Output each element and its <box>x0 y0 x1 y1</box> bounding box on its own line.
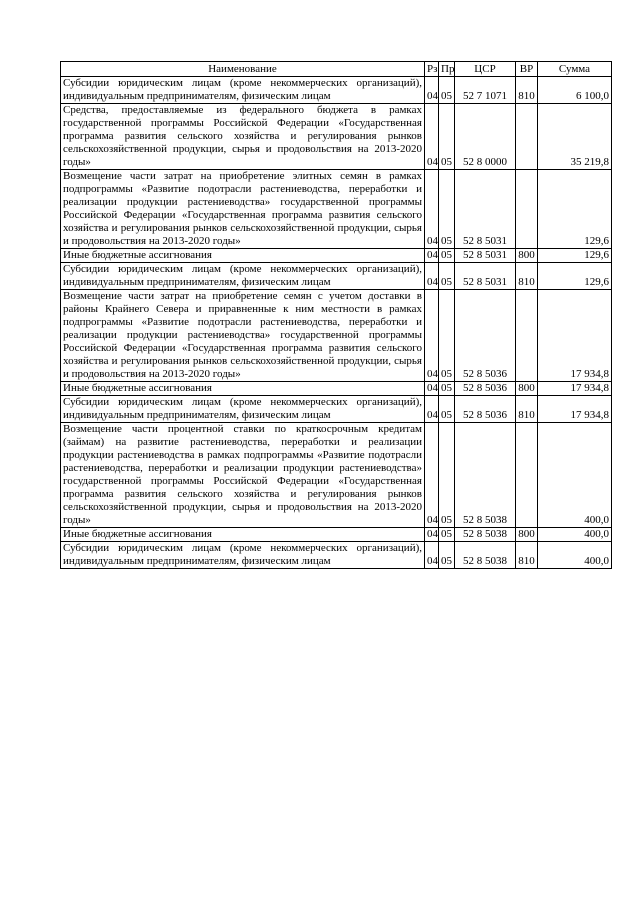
cell-sum: 400,0 <box>538 528 612 542</box>
header-vr: ВР <box>516 62 538 77</box>
header-rz: Рз <box>425 62 439 77</box>
cell-csr: 52 8 5031 <box>455 170 516 249</box>
cell-vr <box>516 423 538 528</box>
cell-rz: 04 <box>425 170 439 249</box>
cell-csr: 52 8 5031 <box>455 263 516 290</box>
cell-vr <box>516 170 538 249</box>
cell-vr <box>516 104 538 170</box>
cell-pr: 05 <box>439 77 455 104</box>
cell-vr <box>516 290 538 382</box>
cell-vr: 800 <box>516 249 538 263</box>
cell-vr: 800 <box>516 528 538 542</box>
cell-csr: 52 8 5036 <box>455 382 516 396</box>
table-row <box>61 396 612 423</box>
cell-name: Субсидии юридическим лицам (кроме некоммерческих организаций), индивидуальным предпринимателям, физическим лицам <box>61 542 425 569</box>
cell-csr: 52 8 5038 <box>455 528 516 542</box>
cell-rz: 04 <box>425 263 439 290</box>
cell-csr: 52 8 5038 <box>455 542 516 569</box>
cell-rz: 04 <box>425 77 439 104</box>
table-row <box>61 77 612 104</box>
cell-sum: 129,6 <box>538 170 612 249</box>
cell-csr: 52 8 0000 <box>455 104 516 170</box>
cell-rz: 04 <box>425 249 439 263</box>
table-header-row <box>61 62 612 77</box>
cell-sum: 17 934,8 <box>538 396 612 423</box>
cell-csr: 52 8 5036 <box>455 290 516 382</box>
cell-sum: 400,0 <box>538 542 612 569</box>
table-row <box>61 249 612 263</box>
cell-pr: 05 <box>439 542 455 569</box>
cell-rz: 04 <box>425 104 439 170</box>
table-body <box>61 77 612 569</box>
cell-rz: 04 <box>425 382 439 396</box>
cell-rz: 04 <box>425 542 439 569</box>
header-name: Наименование <box>61 62 425 77</box>
cell-pr: 05 <box>439 170 455 249</box>
cell-pr: 05 <box>439 528 455 542</box>
cell-csr: 52 8 5036 <box>455 396 516 423</box>
cell-sum: 17 934,8 <box>538 382 612 396</box>
cell-sum: 35 219,8 <box>538 104 612 170</box>
table-row <box>61 290 612 382</box>
cell-vr: 810 <box>516 263 538 290</box>
cell-pr: 05 <box>439 263 455 290</box>
table-row <box>61 382 612 396</box>
table-row <box>61 104 612 170</box>
cell-vr: 810 <box>516 396 538 423</box>
header-sum: Сумма <box>538 62 612 77</box>
cell-vr: 800 <box>516 382 538 396</box>
cell-sum: 17 934,8 <box>538 290 612 382</box>
cell-csr: 52 8 5031 <box>455 249 516 263</box>
cell-name: Иные бюджетные ассигнования <box>61 382 425 396</box>
table-row <box>61 542 612 569</box>
cell-sum: 6 100,0 <box>538 77 612 104</box>
budget-table <box>60 61 612 569</box>
cell-pr: 05 <box>439 396 455 423</box>
cell-vr: 810 <box>516 77 538 104</box>
cell-csr: 52 7 1071 <box>455 77 516 104</box>
cell-name: Иные бюджетные ассигнования <box>61 249 425 263</box>
table-row <box>61 528 612 542</box>
cell-rz: 04 <box>425 528 439 542</box>
cell-vr: 810 <box>516 542 538 569</box>
cell-name: Субсидии юридическим лицам (кроме некоммерческих организаций), индивидуальным предпринимателям, физическим лицам <box>61 77 425 104</box>
header-csr: ЦСР <box>455 62 516 77</box>
cell-pr: 05 <box>439 382 455 396</box>
cell-name: Возмещение части процентной ставки по краткосрочным кредитам (займам) на развитие растениеводства, переработки и реализации продукции растениеводства в рамках подпрограммы «Развитие подотрасли растениеводства, переработки и реализации продукции растениеводства» государственной программы Российской Федерации «Государственная программа развития сельского хозяйства и регулирования рынков сельскохозяйственной продукции, сырья и продовольствия на 2013-2020 годы» <box>61 423 425 528</box>
cell-name: Субсидии юридическим лицам (кроме некоммерческих организаций), индивидуальным предпринимателям, физическим лицам <box>61 263 425 290</box>
cell-name: Иные бюджетные ассигнования <box>61 528 425 542</box>
cell-sum: 129,6 <box>538 249 612 263</box>
cell-rz: 04 <box>425 290 439 382</box>
cell-rz: 04 <box>425 423 439 528</box>
cell-name: Средства, предоставляемые из федерального бюджета в рамках государственной программы Российской Федерации «Государственная программа развития сельского хозяйства и регулирования рынков сельскохозяйственной продукции, сырья и продовольствия на 2013-2020 годы» <box>61 104 425 170</box>
table-row <box>61 423 612 528</box>
table-row <box>61 263 612 290</box>
cell-name: Возмещение части затрат на приобретение семян с учетом доставки в районы Крайнего Севера и приравненные к ним местности в рамках подпрограммы «Развитие подотрасли растениеводства, переработки и реализации продукции растениеводства» государственной программы Российской Федерации «Государственная программа развития сельского хозяйства и регулирования рынков сельскохозяйственной продукции, сырья и продовольствия на 2013-2020 годы» <box>61 290 425 382</box>
cell-sum: 400,0 <box>538 423 612 528</box>
cell-pr: 05 <box>439 290 455 382</box>
cell-csr: 52 8 5038 <box>455 423 516 528</box>
cell-sum: 129,6 <box>538 263 612 290</box>
header-pr: Пр <box>439 62 455 77</box>
cell-name: Возмещение части затрат на приобретение элитных семян в рамках подпрограммы «Развитие подотрасли растениеводства, переработки и реализации продукции растениеводства» государственной программы Российской Федерации «Государственная программа развития сельского хозяйства и регулирования рынков сельскохозяйственной продукции, сырья и продовольствия на 2013-2020 годы» <box>61 170 425 249</box>
cell-name: Субсидии юридическим лицам (кроме некоммерческих организаций), индивидуальным предпринимателям, физическим лицам <box>61 396 425 423</box>
table-row <box>61 170 612 249</box>
cell-pr: 05 <box>439 104 455 170</box>
cell-pr: 05 <box>439 423 455 528</box>
cell-pr: 05 <box>439 249 455 263</box>
cell-rz: 04 <box>425 396 439 423</box>
